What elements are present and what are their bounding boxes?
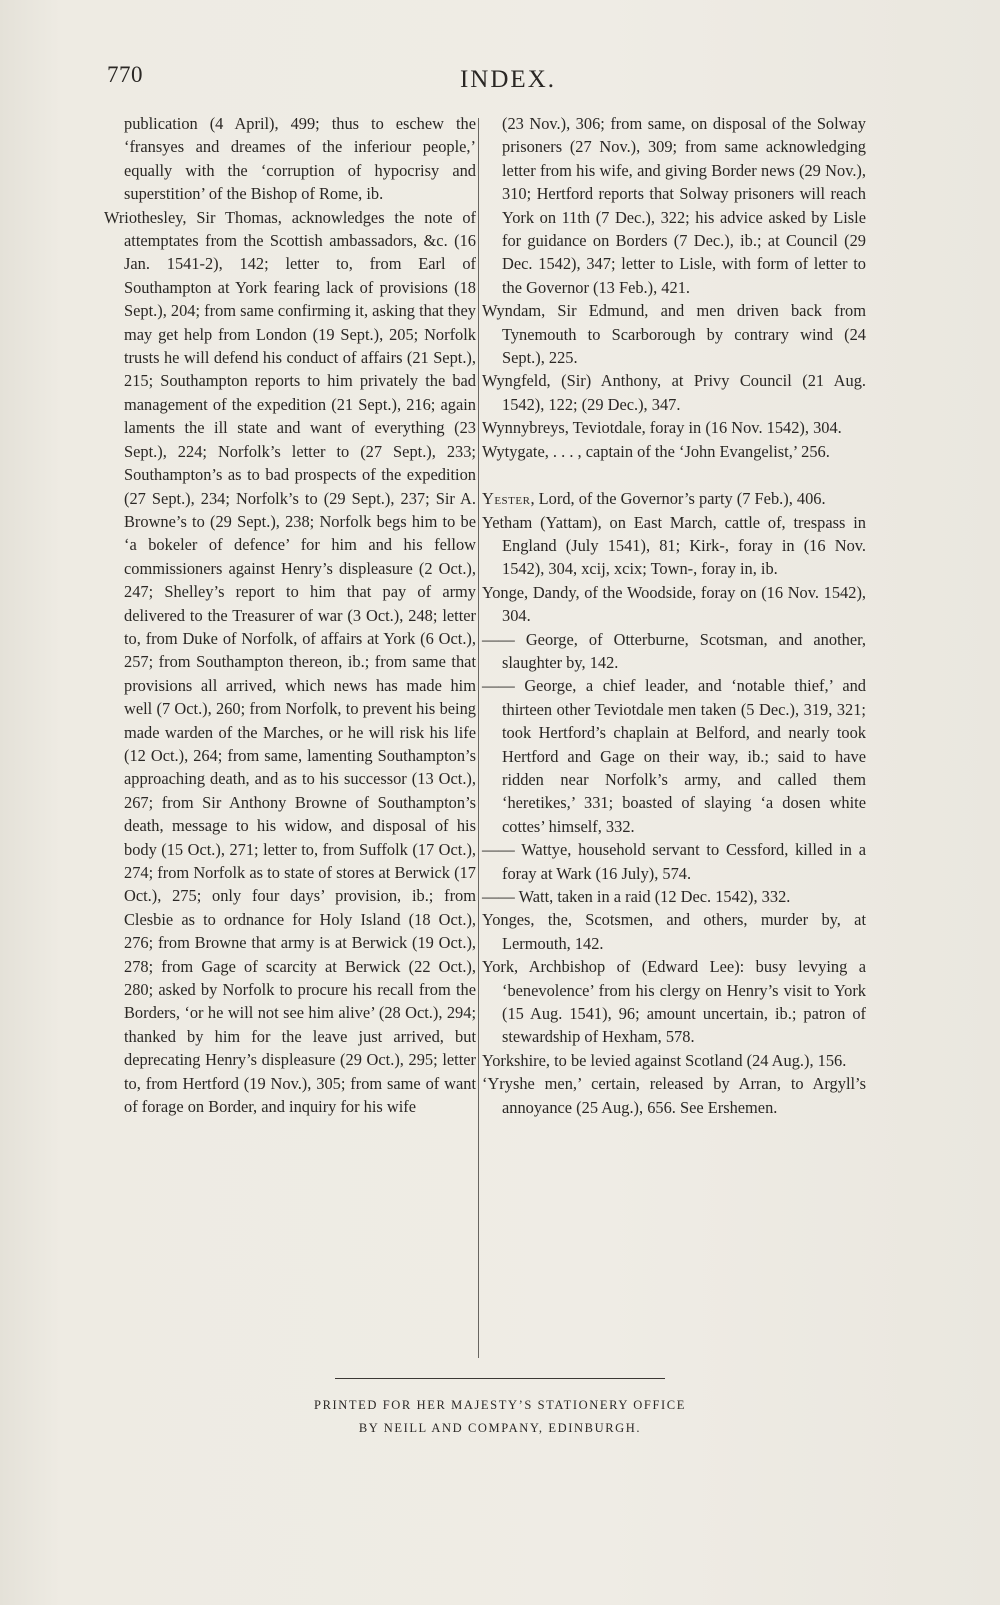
index-headword: Yester <box>482 489 531 509</box>
index-entry: Wytygate, . . . , captain of the ‘John Evangelist,’ 256. <box>482 441 830 461</box>
index-entry: York, Archbishop of (Edward Lee): busy levying a ‘benevolence’ from his clergy on Henry’s visit to York (15 Aug. 1541), 96; amount uncertain, ib.; patron of stewardship of Hexham, 578. <box>482 957 866 1047</box>
index-entry: Wyngfeld, (Sir) Anthony, at Privy Council (21 Aug. 1542), 122; (29 Dec.), 347. <box>482 371 866 414</box>
right-column <box>482 112 866 1119</box>
index-entry: Wynnybreys, Teviotdale, foray in (16 Nov. 1542), 304. <box>482 418 842 438</box>
index-subentry: —— George, of Otterburne, Scotsman, and another, slaughter by, 142. <box>482 629 866 672</box>
index-entry: Yetham (Yattam), on East March, cattle of, trespass in England (July 1541), 81; Kirk-, foray in (16 Nov. 1542), 304, xcij, xcix; Town-, foray in, ib. <box>482 512 866 579</box>
page-number: 770 <box>107 62 143 87</box>
index-entry: Yorkshire, to be levied against Scotland (24 Aug.), 156. <box>482 1050 847 1070</box>
printer-imprint-line-2: BY NEILL AND COMPANY, EDINBURGH. <box>358 1421 642 1435</box>
index-entry: Yester, Lord, of the Governor’s party (7 Feb.), 406. <box>482 489 826 509</box>
footer-rule <box>335 1378 665 1379</box>
running-head-text: INDEX. <box>459 66 556 93</box>
index-entry: ‘Yryshe men,’ certain, released by Arran, to Argyll’s annoyance (25 Aug.), 656. See Ershemen. <box>482 1074 866 1117</box>
index-subentry: —— George, a chief leader, and ‘notable thief,’ and thirteen other Teviotdale men taken (5 Dec.), 319, 321; took Hertford’s chaplain at Belford, and nearly took Hertford and Gage on their way, ib.; said to have ridden near Norfolk’s army, and called them ‘heretikes,’ 331; boasted of slaying ‘a dosen white cottes’ himself, 332. <box>482 676 866 836</box>
index-subentry: —— Wattye, household servant to Cessford, killed in a foray at Wark (16 July), 574. <box>482 840 866 883</box>
index-entry: publication (4 April), 499; thus to eschew the ‘fransyes and dreames of the inferiour people,’ equally with the ‘corruption of hypocrisy and superstition’ of the Bishop of Rome, ib. <box>124 114 476 204</box>
left-column <box>104 112 476 1118</box>
printer-imprint-line-1: PRINTED FOR HER MAJESTY’S STATIONERY OFFICE <box>314 1398 686 1412</box>
column-divider <box>478 118 479 1358</box>
running-head <box>0 66 1000 94</box>
index-entry: Yonge, Dandy, of the Woodside, foray on (16 Nov. 1542), 304. <box>482 582 866 626</box>
index-entry: Wriothesley, Sir Thomas, acknowledges the note of attemptates from the Scottish ambassadors, &c. (16 Jan. 1541-2), 142; letter to, from Earl of Southampton at York fearing lack of provisions (18 Sept.), 204; from same confirming it, asking that they may get help from London (19 Sept.), 205; Norfolk trusts he will defend his conduct of affairs (21 Sept.), 215; Southampton reports to him privately the bad management of the expedition (21 Sept.), 216; again laments the ill state and want of everything (23 Sept.), 224; Norfolk’s letter to (27 Sept.), 233; Southampton’s as to bad prospects of the expedition (27 Sept.), 234; Norfolk’s to (29 Sept.), 237; Sir A. Browne’s to (29 Sept.), 238; Norfolk begs him to be ‘a bokeler of defence’ for him and his fellow commissioners against Henry’s displeasure (2 Oct.), 247; Shelley’s report to him that pay of army delivered to the Treasurer of war (3 Oct.), 248; letter to, from Duke of Norfolk, of affairs at York (6 Oct.), 257; from Southampton thereon, ib.; from same that provisions all arrived, which news has made him well (7 Oct.), 260; from Norfolk, to prevent his being made warden of the Marches, or he will risk his life (12 Oct.), 264; from same, lamenting Southampton’s approaching death, and as to his successor (13 Oct.), 267; from Sir Anthony Browne of Southampton’s death, message to his widow, and disposal of his body (15 Oct.), 271; letter to, from Suffolk (17 Oct.), 274; from Norfolk as to state of stores at Berwick (17 Oct.), 275; only four days’ provision, ib.; from Clesbie as to ordnance for Holy Island (18 Oct.), 276; from Browne that army is at Berwick (19 Oct.), 278; from Gage of scarcity at Berwick (22 Oct.), 280; asked by Norfolk to procure his recall from the Borders, ‘or he will not see him alive’ (28 Oct.), 294; thanked by him for the leave just arrived, but deprecating Henry’s displeasure (29 Oct.), 295; letter to, from Hertford (19 Nov.), 305; from same of want of forage on Border, and inquiry for his wife <box>104 207 476 1117</box>
index-subentry: —— Watt, taken in a raid (12 Dec. 1542), 332. <box>482 887 791 906</box>
index-entry: Yonges, the, Scotsmen, and others, murder by, at Lermouth, 142. <box>482 910 866 953</box>
index-entry: Wyndam, Sir Edmund, and men driven back from Tynemouth to Scarborough by contrary wind (24 Sept.), 225. <box>482 301 866 368</box>
index-entry: (23 Nov.), 306; from same, on disposal of the Solway prisoners (27 Nov.), 309; from same acknowledging letter from his wife, and giving Border news (29 Nov.), 310; Hertford reports that Solway prisoners will reach York on 11th (7 Dec.), 322; his advice asked by Lisle for guidance on Borders (7 Dec.), ib.; at Council (29 Dec. 1542), 347; letter to Lisle, with form of letter to the Governor (13 Feb.), 421. <box>502 114 866 297</box>
